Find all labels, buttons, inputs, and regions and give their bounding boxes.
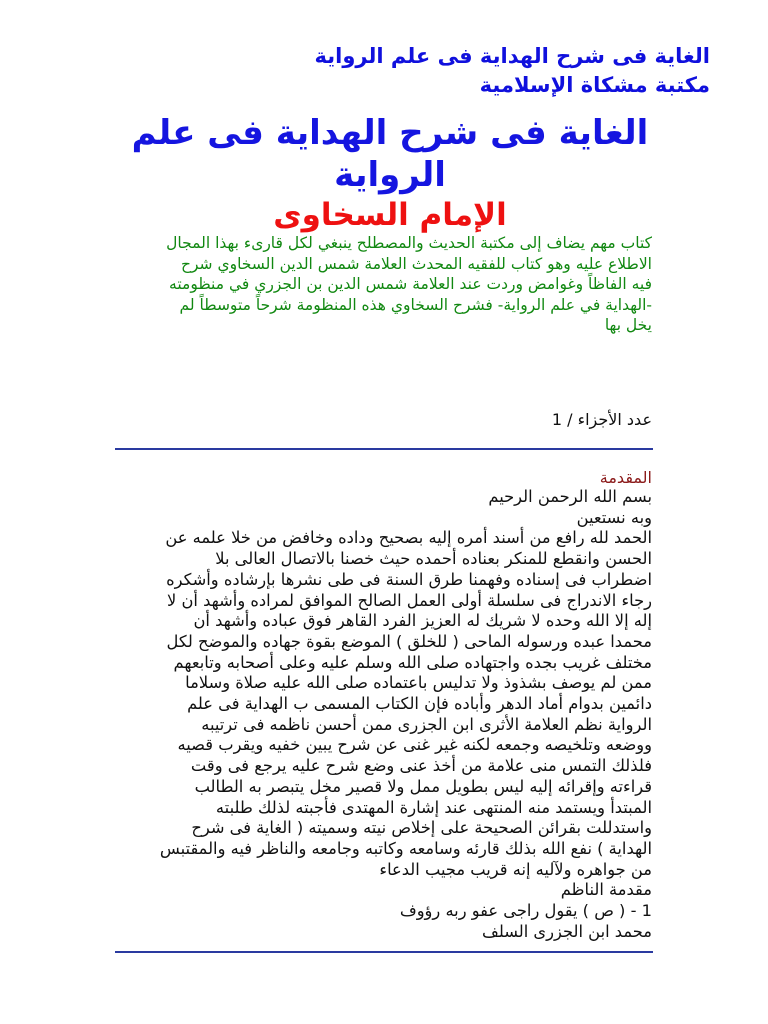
book-description — [112, 233, 652, 336]
body-line: مختلف غريب بجده واجتهاده صلى الله وسلم عليه وعلى أصحابه وتابعهم — [173, 652, 652, 672]
body-line: رجاء الاندراج فى سلسلة أولى العمل الصالح الموافق لمراده وأشهد أن لا — [166, 590, 652, 610]
body-line: وبه نستعين — [576, 507, 652, 527]
description-line: الاطلاع عليه وهو كتاب للفقيه المحدث العلامة شمس الدين السخاوي شرح — [180, 254, 652, 273]
book-title-line-1: الغاية فى شرح الهداية فى علم — [131, 113, 649, 153]
description-line: يخل بها — [604, 316, 652, 334]
page-header — [110, 42, 710, 100]
body-line: محمد ابن الجزرى السلف — [482, 921, 652, 941]
body-line: المبتدأ ويستمد منه المنتهى عند إشارة المهتدى فأجبته لذلك طلبته — [215, 797, 652, 817]
body-line: من جواهره ولآليه إنه قريب مجيب الدعاء — [379, 859, 652, 879]
book-title-line-2: الرواية — [334, 155, 446, 195]
body-line: الحسن وانقطع للمنكر بعناده أحمده حيث خصنا بالاتصال العالى بلا — [215, 549, 652, 569]
author-name: الإمام السخاوى — [273, 197, 507, 233]
body-line: 1 - ( ص ) يقول راجى عفو ربه رؤوف — [399, 901, 652, 921]
body-line: الرواية نظم العلامة الأثرى ابن الجزرى ممن أحسن ناظمه فى ترتيبه — [201, 714, 652, 734]
body-line: قراءته وإقرائه إليه ليس بطويل ممل ولا قصير مخل يتبصر به الطالب — [194, 776, 652, 796]
description-line: -الهداية في علم الرواية- فشرح السخاوي هذه المنظومة شرحاً متوسطاً لم — [179, 295, 652, 314]
body-line: بسم الله الرحمن الرحيم — [488, 487, 652, 506]
body-line: الهداية ) نفع الله بذلك قارئه وسامعه وكاتبه وجامعه والناظر فيه والمقتبس — [159, 838, 652, 858]
book-title — [110, 112, 670, 196]
body-text — [112, 487, 652, 942]
body-line: إله إلا الله وحده لا شريك له العزيز الفرد القاهر فوق عباده وأشهد أن — [193, 611, 652, 631]
description-line: فيه الفاظاً وغوامض وردت عند العلامة شمس الدين بن الجزري في منظومته — [169, 275, 652, 293]
body-line: واستدللت بقرائن الصحيحة على إخلاص نيته وسميته ( الغاية فى شرح — [191, 818, 652, 838]
body-line: مقدمة الناظم — [560, 880, 652, 900]
header-book-title: الغاية فى شرح الهداية فى علم الرواية — [314, 44, 710, 68]
bottom-divider — [115, 951, 653, 953]
body-line: ووضعه وتلخيصه وجمعه لكنه غير غنى عن شرح يبين خفيه ويقرب قصيه — [177, 735, 652, 755]
section-heading: المقدمة — [599, 468, 652, 487]
header-library-name: مكتبة مشكاة الإسلامية — [479, 73, 710, 97]
body-line: الحمد لله رافع من أسند أمره إليه بصحيح وداده وخافض من خلا علمه عن — [165, 528, 652, 548]
top-divider — [115, 448, 653, 450]
body-line: دائمين بدوام أماد الدهر وأباده فإن الكتاب المسمى ب الهداية فى علم — [187, 694, 652, 714]
volume-count: عدد الأجزاء / 1 — [551, 410, 652, 429]
description-line: كتاب مهم يضاف إلى مكتبة الحديث والمصطلح ينبغي لكل قارىء بهذا المجال — [166, 234, 652, 252]
body-line: ممن لم يوصف بشذوذ ولا تدليس باعتماده صلى الله عليه صلاة وسلاما — [185, 673, 652, 693]
body-line: فلذلك التمس منى علامة من أخذ عنى وضع شرح عليه يرجع فى وقت — [190, 756, 652, 776]
body-line: محمدا عبده ورسوله الماحى ( للخلق ) الموضع بقوة جهاده والموضح لكل — [166, 631, 652, 651]
body-line: اضطراب فى إسناده وفهمنا طرق السنة فى طى نشرها بإرشاده وأشكره — [166, 569, 652, 589]
